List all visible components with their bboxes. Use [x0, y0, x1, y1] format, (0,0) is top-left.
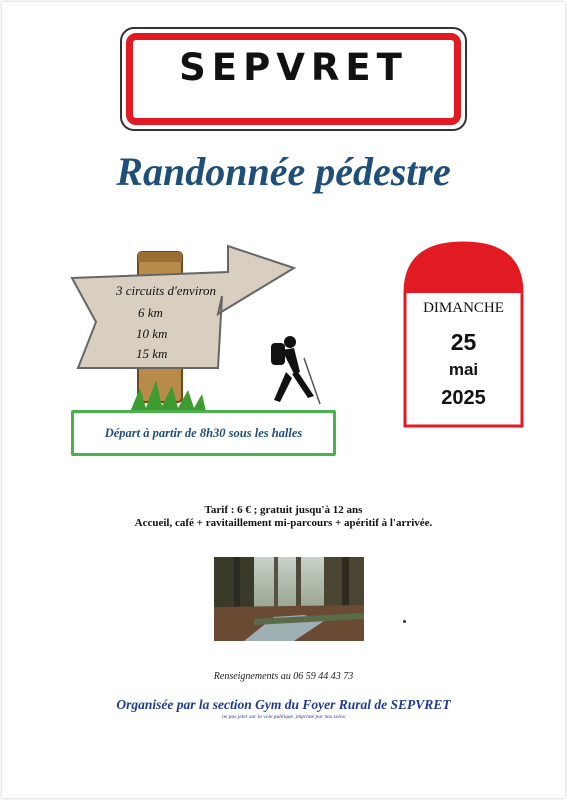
town-entrance-sign	[120, 27, 467, 131]
signpost-line-2: 6 km	[138, 305, 163, 320]
services-text: Accueil, café + ravitaillement mi-parcours + apéritif à l'arrivée.	[134, 517, 433, 529]
signpost-line-4: 15 km	[136, 346, 168, 361]
signpost-post-top	[138, 252, 182, 262]
town-name: SEPVRET	[179, 46, 408, 89]
date-day-name: DIMANCHE	[423, 300, 504, 316]
date-milestone	[403, 241, 524, 428]
notice-text: ne pas jeter sur la voie publique ,imprimé par nos soins	[222, 714, 345, 720]
tariff-text: Tarif : 6 € ; gratuit jusqu'à 12 ans	[204, 504, 363, 516]
stray-dot	[403, 620, 406, 623]
contact-text: Renseignements au 06 59 44 43 73	[213, 671, 354, 682]
forest-stream-photo	[214, 557, 364, 641]
departure-text: Départ à partir de 8h30 sous les halles	[104, 426, 303, 440]
date-month: mai	[448, 360, 479, 379]
signpost-line-3: 10 km	[136, 326, 168, 341]
date-year: 2025	[441, 387, 486, 409]
hiker-icon	[271, 336, 320, 404]
signpost-line-1: 3 circuits d'environ	[116, 283, 217, 298]
signpost-illustration	[68, 240, 338, 415]
page-title: Randonnée pédestre	[116, 149, 451, 194]
date-day-number: 25	[450, 329, 477, 355]
organizer-text: Organisée par la section Gym du Foyer Rural de SEPVRET	[116, 697, 451, 712]
departure-box	[71, 410, 336, 456]
